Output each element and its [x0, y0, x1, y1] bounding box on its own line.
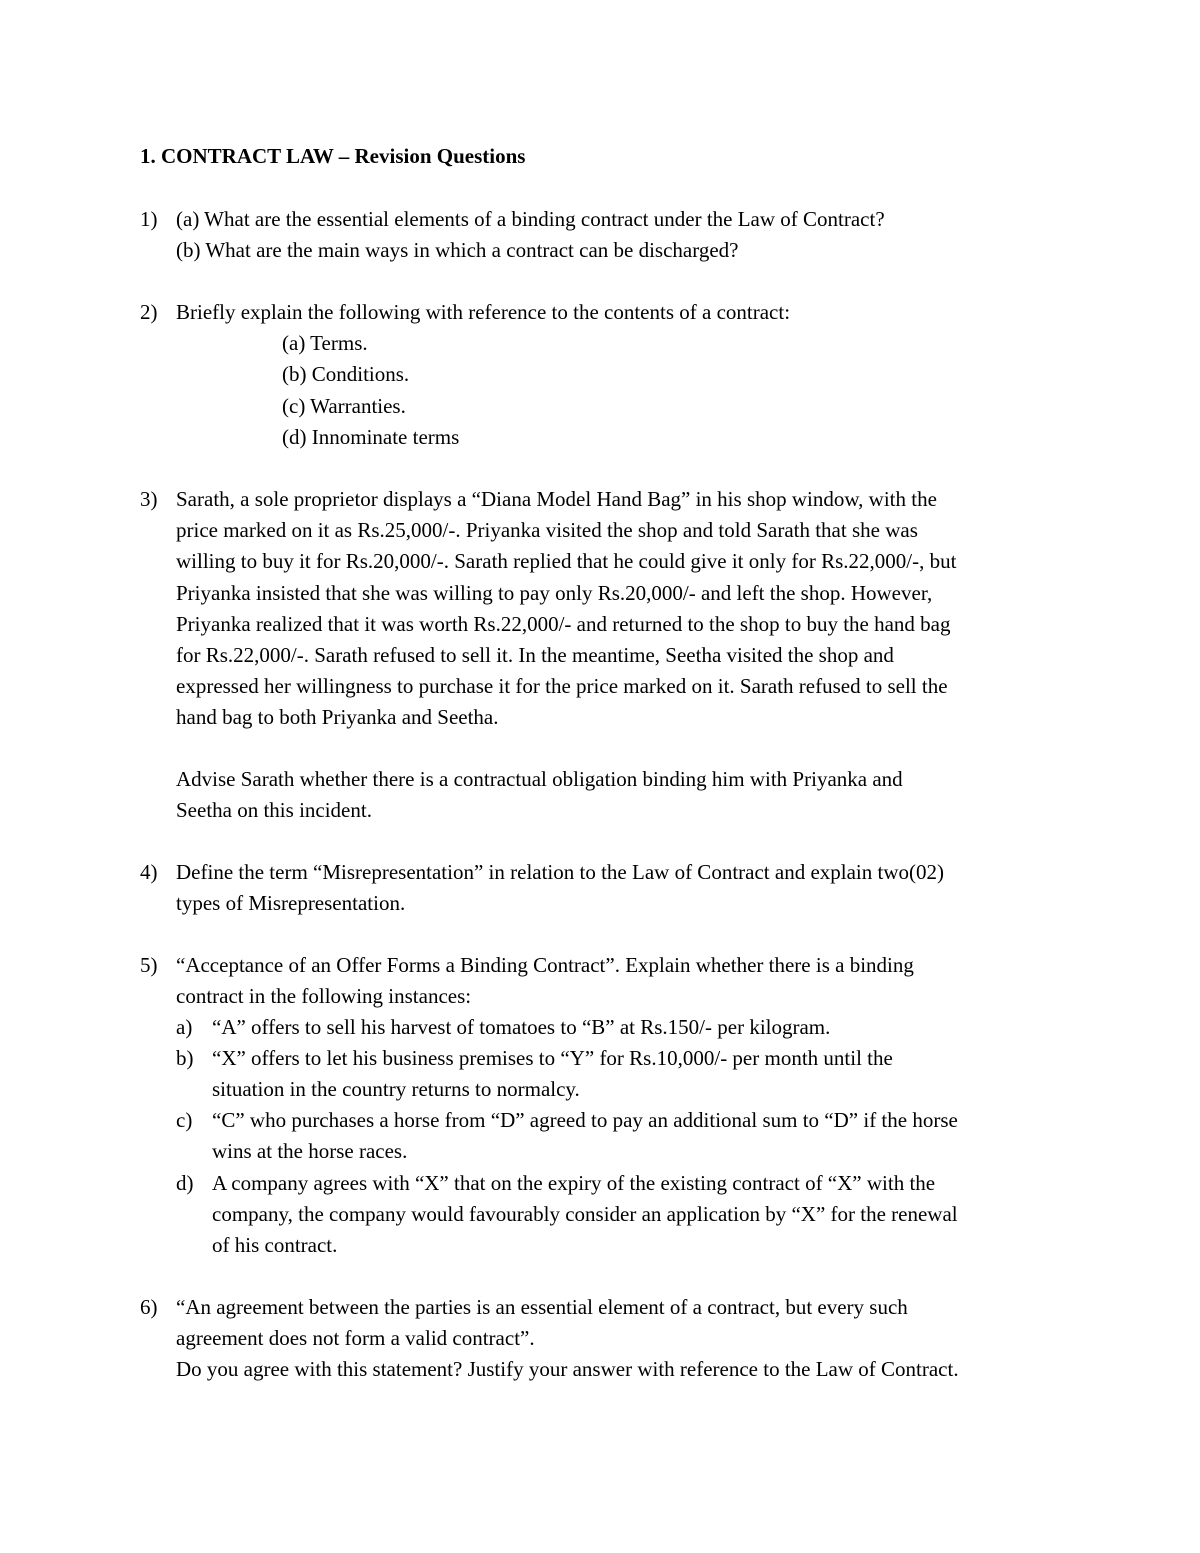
- title-prefix: 1. CONTRACT LAW: [140, 144, 334, 168]
- question-number: 3): [140, 487, 158, 511]
- question-line: agreement does not form a valid contract”.: [176, 1326, 535, 1350]
- question-number: 2): [140, 300, 158, 324]
- title-suffix: – Revision Questions: [333, 144, 526, 168]
- question-line: “An agreement between the parties is an essential element of a contract, but every such: [176, 1295, 908, 1319]
- sub-item-line: “C” who purchases a horse from “D” agreed to pay an additional sum to “D” if the horse: [212, 1108, 958, 1132]
- sub-item-line: situation in the country returns to normalcy.: [212, 1077, 580, 1101]
- question-line: Priyanka insisted that she was willing to pay only Rs.20,000/- and left the shop. However,: [176, 581, 933, 605]
- question-line: “Acceptance of an Offer Forms a Binding Contract”. Explain whether there is a binding: [176, 953, 914, 977]
- sub-item-line: wins at the horse races.: [212, 1139, 408, 1163]
- question-line: Define the term “Misrepresentation” in relation to the Law of Contract and explain two(02): [176, 860, 944, 884]
- sub-item-label: a): [176, 1015, 193, 1039]
- sub-item-line: company, the company would favourably consider an application by “X” for the renewal: [212, 1202, 958, 1226]
- question-line: types of Misrepresentation.: [176, 891, 406, 915]
- question-line: Seetha on this incident.: [176, 798, 372, 822]
- sub-item-label: b): [176, 1046, 194, 1070]
- question-line: hand bag to both Priyanka and Seetha.: [176, 705, 499, 729]
- question-line: (a) What are the essential elements of a binding contract under the Law of Contract?: [176, 207, 885, 231]
- sub-item-line: “X” offers to let his business premises to “Y” for Rs.10,000/- per month until the: [212, 1046, 893, 1070]
- sub-item-line: of his contract.: [212, 1233, 338, 1257]
- sub-item-line: A company agrees with “X” that on the expiry of the existing contract of “X” with the: [212, 1171, 936, 1195]
- question-line: Briefly explain the following with reference to the contents of a contract:: [176, 300, 791, 324]
- question-line: for Rs.22,000/-. Sarath refused to sell it. In the meantime, Seetha visited the shop and: [176, 643, 894, 667]
- list-item: (d) Innominate terms: [282, 425, 460, 449]
- question-line: expressed her willingness to purchase it for the price marked on it. Sarath refused to sell the: [176, 674, 948, 698]
- question-line: willing to buy it for Rs.20,000/-. Sarath replied that he could give it only for Rs.22,000/-, but: [176, 549, 957, 573]
- question-line: Advise Sarath whether there is a contractual obligation binding him with Priyanka and: [176, 767, 903, 791]
- page-title: [140, 146, 525, 167]
- question-number: 6): [140, 1295, 158, 1319]
- list-item: (a) Terms.: [282, 331, 368, 355]
- question-line: Priyanka realized that it was worth Rs.22,000/- and returned to the shop to buy the hand bag: [176, 612, 951, 636]
- sub-item-line: “A” offers to sell his harvest of tomatoes to “B” at Rs.150/- per kilogram.: [212, 1015, 831, 1039]
- question-line: Do you agree with this statement? Justify your answer with reference to the Law of Contract.: [176, 1357, 959, 1381]
- question-line: (b) What are the main ways in which a contract can be discharged?: [176, 238, 739, 262]
- question-number: 1): [140, 207, 158, 231]
- list-item: (c) Warranties.: [282, 394, 406, 418]
- list-item: (b) Conditions.: [282, 362, 410, 386]
- question-line: contract in the following instances:: [176, 984, 472, 1008]
- question-line: Sarath, a sole proprietor displays a “Diana Model Hand Bag” in his shop window, with the: [176, 487, 937, 511]
- question-number: 4): [140, 860, 158, 884]
- sub-item-label: d): [176, 1171, 194, 1195]
- sub-item-label: c): [176, 1108, 193, 1132]
- question-number: 5): [140, 953, 158, 977]
- question-line: price marked on it as Rs.25,000/-. Priyanka visited the shop and told Sarath that she was: [176, 518, 918, 542]
